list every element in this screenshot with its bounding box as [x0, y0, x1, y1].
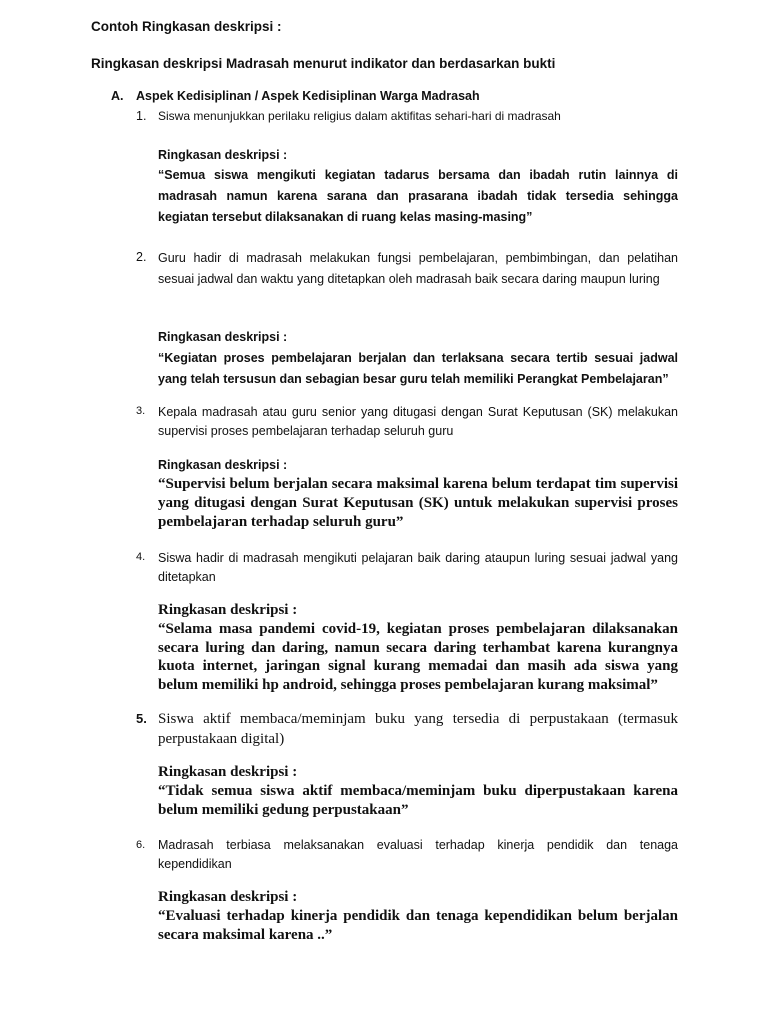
- summary-label: Ringkasan deskripsi :: [158, 889, 298, 905]
- section-heading: Aspek Kedisiplinan / Aspek Kedisiplinan Warga Madrasah: [136, 89, 480, 103]
- summary-text: “Supervisi belum berjalan secara maksimal karena belum terdapat tim supervisi yang ditugasi dengan Surat Keputusan (SK) untuk melakukan supervisi proses pembelajaran terhadap seluruh guru”: [158, 476, 678, 530]
- summary-label: Ringkasan deskripsi :: [158, 602, 298, 618]
- summary-text: “Kegiatan proses pembelajaran berjalan dan terlaksana secara tertib sesuai jadwal yang telah tersusun dan sebagian besar guru telah memiliki Perangkat Pembelajaran”: [158, 351, 678, 386]
- item-text: Kepala madrasah atau guru senior yang ditugasi dengan Surat Keputusan (SK) melakukan supervisi proses pembelajaran terhadap seluruh guru: [158, 405, 678, 438]
- item-text: Guru hadir di madrasah melakukan fungsi pembelajaran, pembimbingan, dan pelatihan sesuai jadwal dan waktu yang ditetapkan oleh madrasah baik secara daring maupun luring: [158, 251, 678, 286]
- item-number: 5.: [136, 711, 147, 726]
- item-number: 2.: [136, 250, 147, 264]
- summary-text: “Evaluasi terhadap kinerja pendidik dan tenaga kependidikan belum berjalan secara maksimal karena ..”: [158, 908, 678, 943]
- item-number: 1.: [136, 109, 147, 123]
- summary-label: Ringkasan deskripsi :: [158, 764, 298, 780]
- summary-text: “Tidak semua siswa aktif membaca/meminjam buku diperpustakaan karena belum memiliki gedung perpustakaan”: [158, 783, 678, 818]
- item-number: 4.: [136, 551, 146, 563]
- section-marker: A.: [111, 89, 124, 103]
- document-subtitle: Ringkasan deskripsi Madrasah menurut indikator dan berdasarkan bukti: [91, 56, 556, 71]
- summary-text: “Semua siswa mengikuti kegiatan tadarus bersama dan ibadah rutin lainnya di madrasah namun karena sarana dan prasarana ibadah tidak tersedia sehingga kegiatan tersebut dilaksanakan di ruang kelas masing-masing”: [158, 168, 678, 224]
- summary-label: Ringkasan deskripsi :: [158, 148, 288, 162]
- item-text: Siswa menunjukkan perilaku religius dalam aktifitas sehari-hari di madrasah: [158, 109, 561, 123]
- item-number: 3.: [136, 405, 146, 417]
- document-title: Contoh Ringkasan deskripsi :: [91, 19, 282, 34]
- item-number: 6.: [136, 839, 146, 851]
- summary-label: Ringkasan deskripsi :: [158, 458, 288, 472]
- summary-label: Ringkasan deskripsi :: [158, 330, 288, 344]
- item-text: Madrasah terbiasa melaksanakan evaluasi terhadap kinerja pendidik dan tenaga kependidikan: [158, 838, 678, 871]
- item-text: Siswa aktif membaca/meminjam buku yang tersedia di perpustakaan (termasuk perpustakaan digital): [158, 711, 678, 747]
- item-text: Siswa hadir di madrasah mengikuti pelajaran baik daring ataupun luring sesuai jadwal yang ditetapkan: [158, 551, 678, 584]
- summary-text: “Selama masa pandemi covid-19, kegiatan proses pembelajaran dilaksanakan secara luring dan daring, namun secara daring terhambat karena kurangnya kuota internet, jaringan signal kurang memadai dan masih ada siswa yang belum memiliki hp android, sehingga proses pembelajaran kurang maksimal”: [158, 621, 678, 693]
